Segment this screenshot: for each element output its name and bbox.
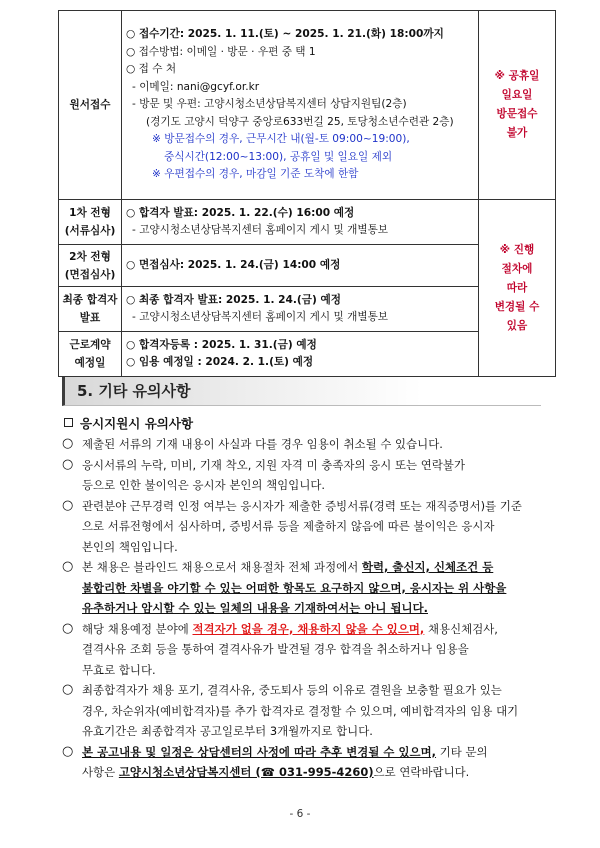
process-note <box>479 200 556 377</box>
circle-bullet-icon: ○ <box>62 436 74 451</box>
notes-item-contact <box>62 742 540 783</box>
label-line: 2차 전형 <box>69 250 111 263</box>
label-line: 근로계약 <box>69 339 111 351</box>
notes-line: 본인의 책임입니다. <box>82 539 178 554</box>
application-period: 접수기간: 2025. 1. 11.(토) ~ 2025. 1. 21.(화) 18:00까지 <box>138 28 444 41</box>
notes-line: 등으로 인한 불이익은 응시자 본인의 책임입니다. <box>82 478 326 492</box>
application-method: 접수방법: 이메일 · 방문 · 우편 중 택 1 <box>138 45 316 58</box>
first-content <box>122 200 479 245</box>
first-result: 합격자 발표: 2025. 1. 22.(수) 16:00 예정 <box>138 206 355 219</box>
notes-line: 유효기간은 최종합격자 공고일로부터 3개월까지로 합니다. <box>82 724 373 738</box>
section-title: 5. 기타 유의사항 <box>77 382 191 400</box>
notes-emphasis: 학력, 출신지, 신체조건 등 <box>361 560 494 574</box>
process-note-line: 따라 <box>506 281 528 294</box>
notes-line <box>82 762 540 783</box>
circle-bullet-icon: ○ <box>62 497 74 513</box>
second-interview: 면접심사: 2025. 1. 24.(금) 14:00 예정 <box>138 258 341 271</box>
circle-bullet-icon: ○ <box>62 620 74 636</box>
subsection-title <box>64 414 193 432</box>
circle-bullet-icon: ○ <box>126 206 139 219</box>
notes-line: 최종합격자가 채용 포기, 결격사유, 중도퇴사 등의 이유로 결원을 보충할 필요가 있는 <box>82 683 502 697</box>
notes-item <box>62 455 540 496</box>
notes-line: 관련분야 근무경력 인정 여부는 응시자가 제출한 증빙서류(경력 또는 재직증명서)를 기준 <box>82 498 522 513</box>
first-post: - 고양시청소년상담복지센터 홈페이지 게시 및 개별통보 <box>132 224 389 236</box>
label-line: 발표 <box>79 312 101 324</box>
circle-bullet-icon: ○ <box>126 356 139 368</box>
process-note-line: 절차에 <box>501 262 533 275</box>
application-note-mail: ※ 우편접수의 경우, 마감일 기준 도착에 한함 <box>152 168 359 181</box>
notes-item-blind-hiring <box>62 557 540 619</box>
schedule-table <box>58 10 556 377</box>
notes-item <box>62 496 540 558</box>
notes-line <box>82 557 540 578</box>
circle-bullet-icon: ○ <box>62 456 74 472</box>
label-line: 1차 전형 <box>69 207 111 219</box>
notes-item <box>62 680 540 742</box>
circle-bullet-icon: ○ <box>126 28 139 41</box>
label-line: (면접심사) <box>64 268 116 281</box>
final-result: 최종 합격자 발표: 2025. 1. 24.(금) 예정 <box>138 293 341 306</box>
contact-info: 고양시청소년상담복지센터 (☎ 031-995-4260) <box>118 765 374 779</box>
label-line: 최종 합격자 <box>62 294 118 306</box>
application-content <box>122 11 479 200</box>
subsection-title-text: 응시지원시 유의사항 <box>80 416 194 431</box>
holiday-note-line: 불가 <box>506 127 528 139</box>
notes-text: 채용신체검사, <box>424 621 498 636</box>
row-label-contract <box>59 332 122 377</box>
circle-bullet-icon: ○ <box>126 45 139 58</box>
circle-bullet-icon: ○ <box>126 258 139 271</box>
circle-bullet-icon: ○ <box>62 743 74 759</box>
notes-line: 결격사유 조회 등을 통하여 결격사유가 발견될 경우 합격을 취소하거나 임용을 <box>82 642 469 656</box>
notes-emphasis: 불합리한 차별을 야기할 수 있는 어떠한 항목도 요구하지 않으며, 응시자는 위 사항을 <box>82 580 507 595</box>
notes-item <box>62 434 540 455</box>
notes-text: 기타 문의 <box>436 744 488 759</box>
page-number: - 6 - <box>289 808 311 820</box>
application-email: - 이메일: nani@gcyf.or.kr <box>132 80 260 93</box>
final-post: - 고양시청소년상담복지센터 홈페이지 게시 및 개별통보 <box>132 311 389 323</box>
circle-bullet-icon: ○ <box>62 559 74 574</box>
notes-line <box>82 619 540 640</box>
circle-bullet-icon: ○ <box>126 293 139 306</box>
notes-line: 으로 서류전형에서 심사하며, 증빙서류 등을 제출하지 않음에 따른 불이익은 응시자 <box>82 519 495 533</box>
process-note-line: 있음 <box>506 319 528 332</box>
notes-line: 응시서류의 누락, 미비, 기재 착오, 지원 자격 미 충족자의 응시 또는 연락불가 <box>82 457 465 472</box>
notes-line: 무효로 합니다. <box>82 662 156 677</box>
notes-item-no-hire <box>62 619 540 681</box>
holiday-note-line: 일요일 <box>501 89 533 101</box>
contract-content <box>122 332 479 377</box>
final-content <box>122 287 479 332</box>
notes-emphasis: 유추하거나 암시할 수 있는 일체의 내용을 기재하여서는 아니 됩니다. <box>82 601 428 615</box>
notes-text: 해당 채용예정 분야에 <box>82 621 193 636</box>
label-line: 예정일 <box>74 357 106 369</box>
notes-line <box>82 742 540 763</box>
notes-list <box>62 434 540 783</box>
notes-emphasis: 본 공고내용 및 일정은 상담센터의 사정에 따라 추후 변경될 수 있으며, <box>82 744 437 759</box>
row-label-second <box>59 245 122 287</box>
application-address: (경기도 고양시 덕양구 중앙로633번길 25, 토당청소년수련관 2층) <box>146 115 454 128</box>
holiday-note-line: 방문접수 <box>496 108 538 120</box>
notes-text: 사항은 <box>82 765 119 779</box>
row-label-final <box>59 287 122 332</box>
notes-text: 으로 연락바랍니다. <box>373 765 470 779</box>
label-line: (서류심사) <box>64 225 116 237</box>
square-bullet-icon <box>64 418 73 427</box>
application-note-visit-2: 중식시간(12:00~13:00), 공휴일 및 일요일 제외 <box>164 150 393 163</box>
holiday-note <box>479 11 556 200</box>
notes-red-emphasis: 적격자가 없을 경우, 채용하지 않을 수 있으며, <box>192 621 425 636</box>
row-application <box>59 11 556 200</box>
process-note-line: 변경될 수 <box>494 300 540 313</box>
row-label-application: 원서접수 <box>59 11 122 200</box>
application-place-heading: 접 수 처 <box>138 63 177 76</box>
section-title-bar <box>62 377 541 406</box>
notes-line: 제출된 서류의 기재 내용이 사실과 다를 경우 임용이 취소될 수 있습니다. <box>82 437 443 451</box>
circle-bullet-icon: ○ <box>62 682 74 697</box>
application-visit: - 방문 및 우편: 고양시청소년상담복지센터 상담지원팀(2층) <box>132 98 407 111</box>
contract-appoint: 임용 예정일 : 2024. 2. 1.(토) 예정 <box>138 356 314 368</box>
notes-line: 경우, 차순위자(예비합격자)를 추가 합격자로 결정할 수 있으며, 예비합격자의 임용 대기 <box>82 703 519 718</box>
circle-bullet-icon: ○ <box>126 63 139 76</box>
application-note-visit-1: ※ 방문접수의 경우, 근무시간 내(월-토 09:00~19:00), <box>152 133 410 146</box>
contract-register: 합격자등록 : 2025. 1. 31.(금) 예정 <box>138 338 317 351</box>
circle-bullet-icon: ○ <box>126 338 139 351</box>
row-label-first <box>59 200 122 245</box>
notes-text: 본 채용은 블라인드 채용으로서 채용절차 전체 과정에서 <box>82 560 362 574</box>
holiday-note-line: ※ 공휴일 <box>494 70 540 82</box>
second-content <box>122 245 479 287</box>
row-first-screening <box>59 200 556 245</box>
process-note-line: ※ 진행 <box>499 243 535 256</box>
